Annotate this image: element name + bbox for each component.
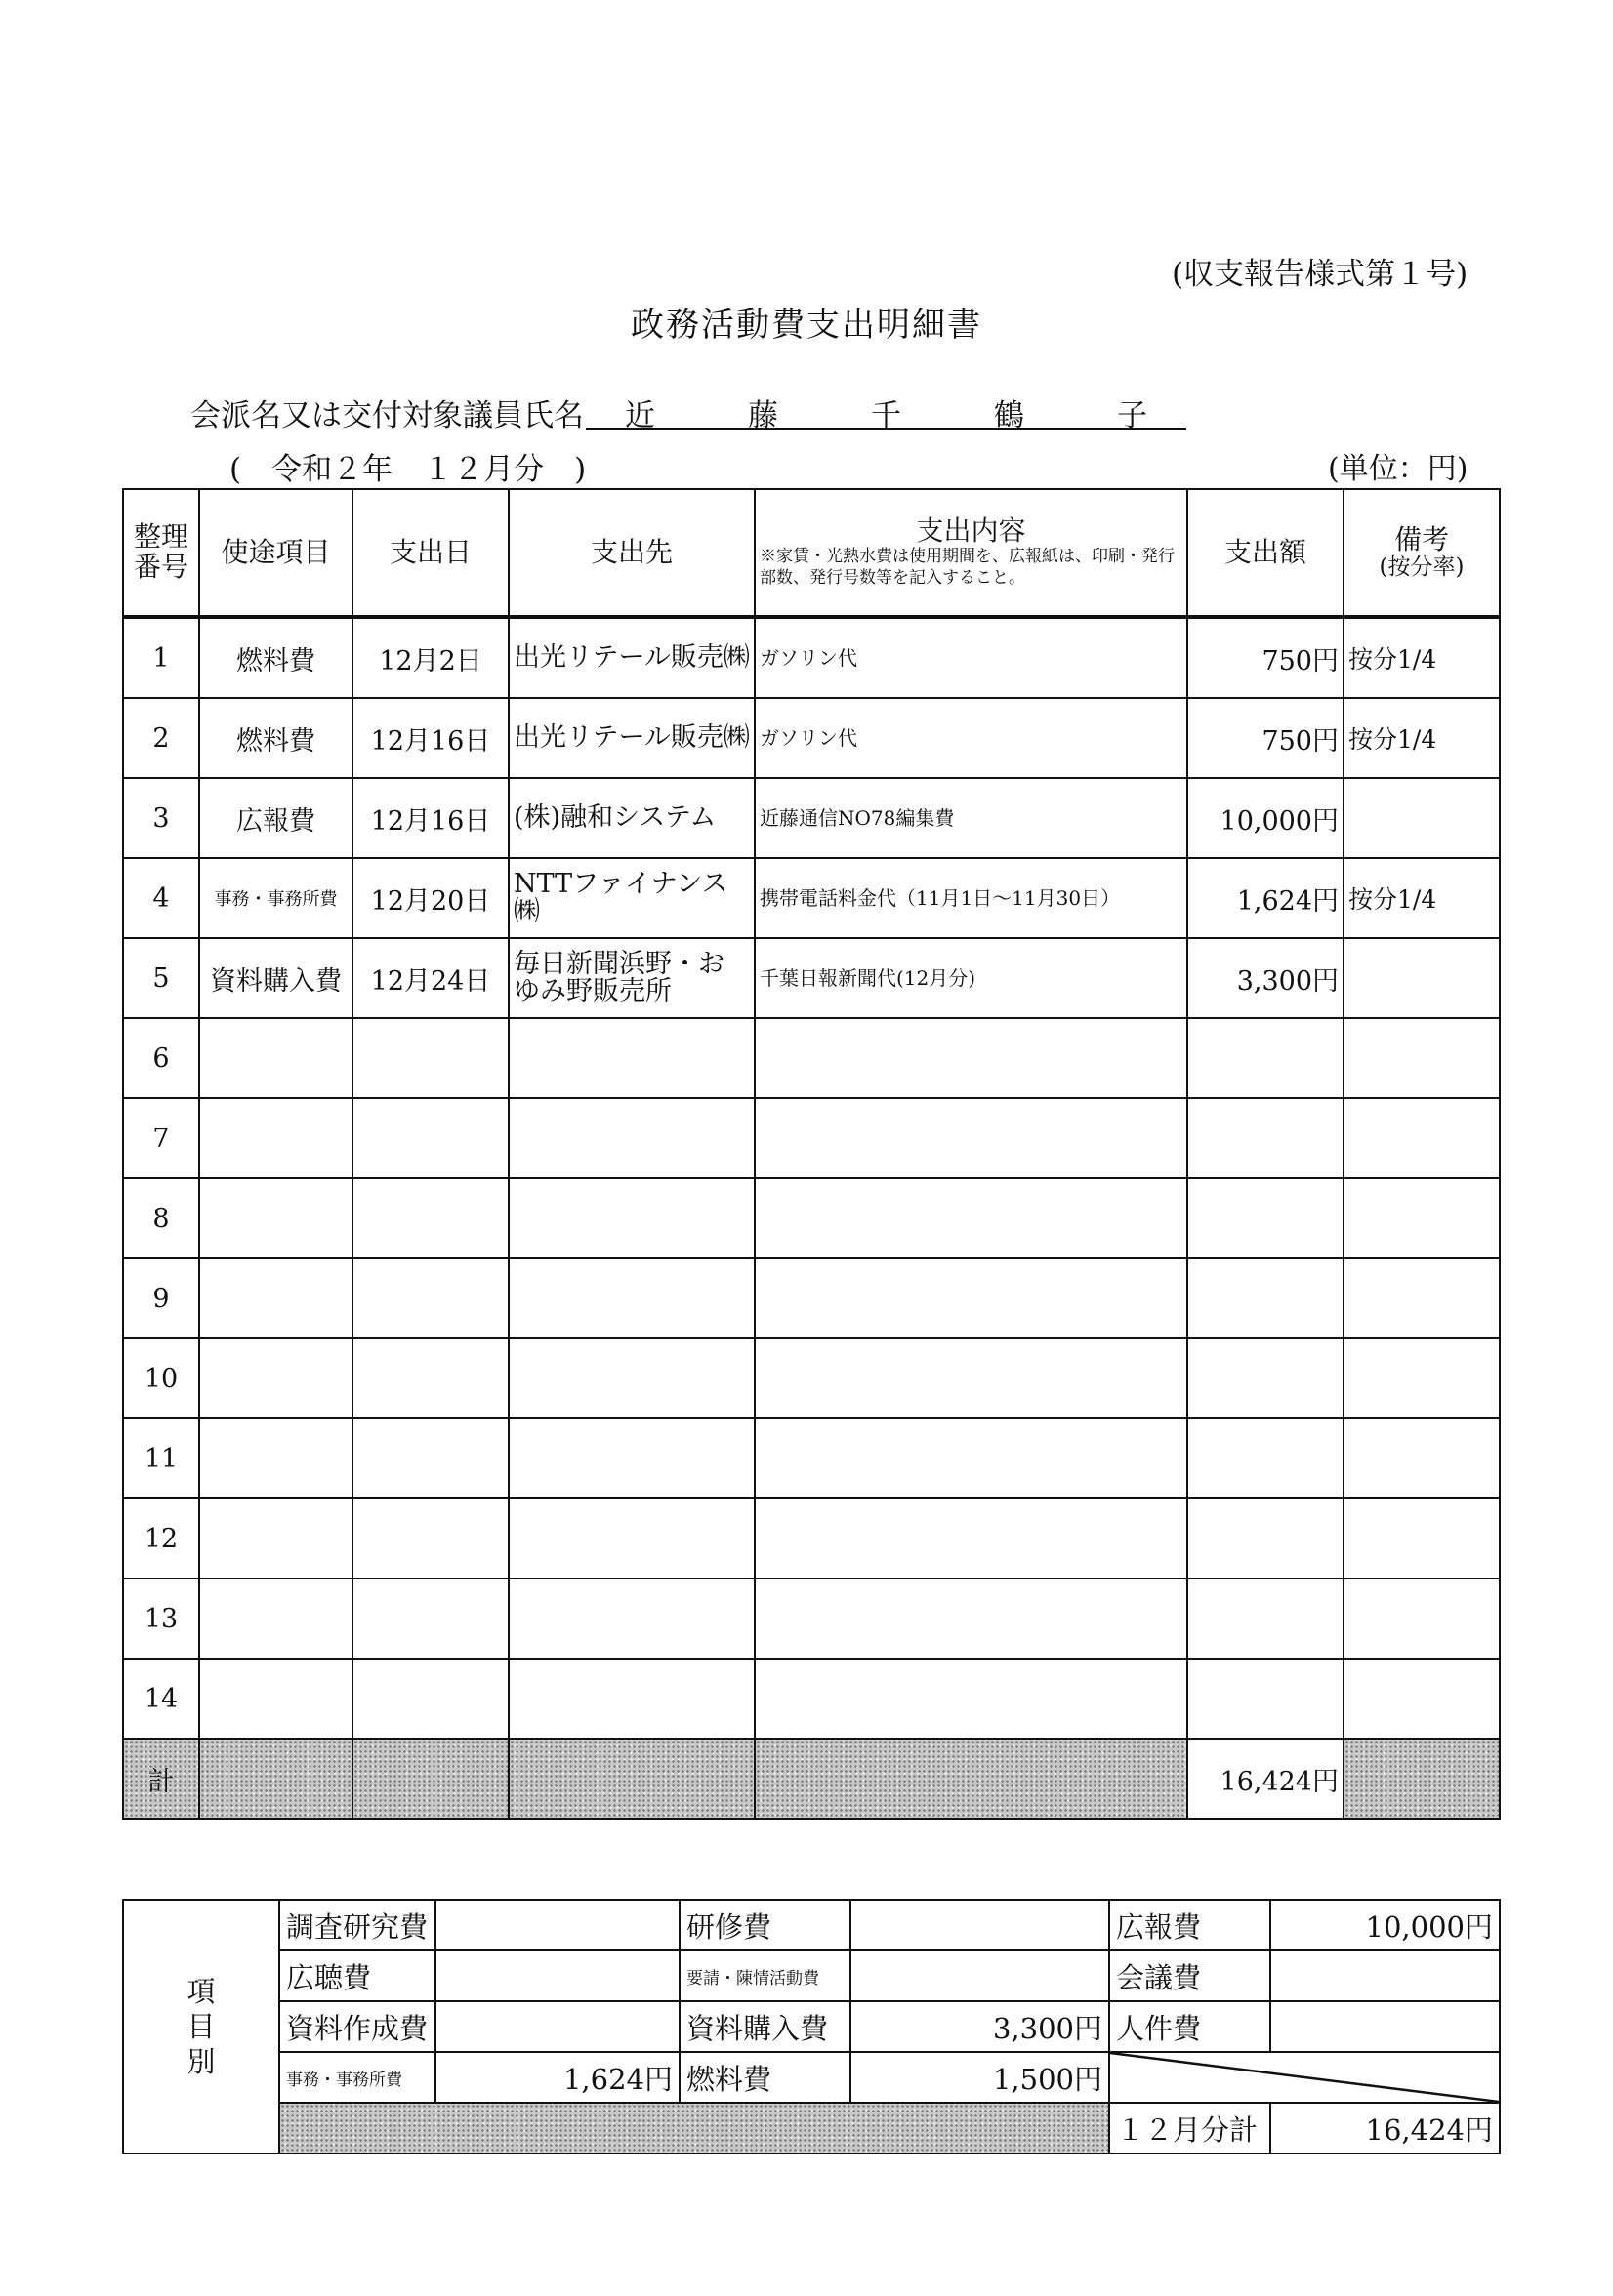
row-payee: 出光リテール販売㈱ <box>509 698 755 778</box>
row-detail: ガソリン代 <box>755 617 1187 698</box>
row-note <box>1344 1578 1500 1659</box>
member-name-char: 藤 <box>748 398 778 433</box>
row-note: 按分1/4 <box>1344 698 1500 778</box>
summary-personnel-label: 人件費 <box>1109 2001 1270 2052</box>
row-date: 12月16日 <box>352 698 509 778</box>
row-number: 12 <box>123 1498 199 1578</box>
summary-meeting-value <box>1270 1950 1500 2001</box>
row-date <box>352 1659 509 1739</box>
row-detail <box>755 1659 1187 1739</box>
row-detail <box>755 1258 1187 1338</box>
summary-training-value <box>850 1900 1109 1950</box>
row-item: 広報費 <box>199 778 352 858</box>
row-number: 14 <box>123 1659 199 1739</box>
summary-pr-label: 広報費 <box>1109 1900 1270 1950</box>
summary-materials-buy-label: 資料購入費 <box>680 2001 850 2052</box>
total-amount: 16,424円 <box>1187 1739 1344 1819</box>
row-date <box>352 1418 509 1498</box>
row-item <box>199 1178 352 1258</box>
summary-materials-buy-value: 3,300円 <box>850 2001 1109 2052</box>
row-note <box>1344 1098 1500 1178</box>
row-item: 資料購入費 <box>199 938 352 1018</box>
row-item <box>199 1098 352 1178</box>
row-date: 12月24日 <box>352 938 509 1018</box>
member-name-char: 子 <box>1117 398 1147 433</box>
table-row <box>123 778 1500 858</box>
summary-side-char: 項 <box>186 1974 216 2008</box>
member-name-char: 鶴 <box>994 398 1024 433</box>
summary-row <box>123 2001 1500 2052</box>
table-row <box>123 1178 1500 1258</box>
summary-materials-make-value <box>435 2001 680 2052</box>
total-shade <box>755 1739 1187 1819</box>
row-amount: 10,000円 <box>1187 778 1344 858</box>
row-number: 13 <box>123 1578 199 1659</box>
unit-label: (単位：円) <box>1328 452 1468 486</box>
row-amount <box>1187 1258 1344 1338</box>
row-number: 5 <box>123 938 199 1018</box>
row-payee <box>509 1018 755 1098</box>
table-row <box>123 1659 1500 1739</box>
document-title: 政務活動費支出明細書 <box>631 306 982 345</box>
header-remarks-title: 備考 <box>1393 522 1449 555</box>
row-note <box>1344 1498 1500 1578</box>
row-item <box>199 1498 352 1578</box>
row-item: 事務・事務所費 <box>199 858 352 938</box>
header-content <box>755 489 1187 617</box>
summary-training-label: 研修費 <box>680 1900 850 1950</box>
row-amount <box>1187 1418 1344 1498</box>
summary-table <box>122 1899 1501 2154</box>
row-payee: 毎日新聞浜野・おゆみ野販売所 <box>509 938 755 1018</box>
table-row <box>123 858 1500 938</box>
header-content-title: 支出内容 <box>916 514 1026 548</box>
row-date: 12月2日 <box>352 617 509 698</box>
row-item: 燃料費 <box>199 698 352 778</box>
row-detail <box>755 1178 1187 1258</box>
row-note <box>1344 1659 1500 1739</box>
table-row <box>123 617 1500 698</box>
row-number: 11 <box>123 1418 199 1498</box>
row-date <box>352 1018 509 1098</box>
row-detail <box>755 1498 1187 1578</box>
table-row <box>123 1418 1500 1498</box>
summary-personnel-value <box>1270 2001 1500 2052</box>
row-date <box>352 1578 509 1659</box>
row-note <box>1344 1258 1500 1338</box>
row-date: 12月16日 <box>352 778 509 858</box>
row-date <box>352 1098 509 1178</box>
summary-pr-value: 10,000円 <box>1270 1900 1500 1950</box>
row-date <box>352 1338 509 1418</box>
row-payee: 出光リテール販売㈱ <box>509 617 755 698</box>
row-amount <box>1187 1659 1344 1739</box>
header-payee: 支出先 <box>509 489 755 617</box>
header-item: 使途項目 <box>199 489 352 617</box>
row-amount: 750円 <box>1187 617 1344 698</box>
total-shade <box>509 1739 755 1819</box>
summary-office-label: 事務・事務所費 <box>279 2052 435 2103</box>
row-number: 4 <box>123 858 199 938</box>
row-detail <box>755 1578 1187 1659</box>
row-number: 1 <box>123 617 199 698</box>
summary-row <box>123 1900 1500 1950</box>
summary-row <box>123 1950 1500 2001</box>
row-number: 10 <box>123 1338 199 1418</box>
expense-table <box>122 488 1501 1820</box>
summary-materials-make-label: 資料作成費 <box>279 2001 435 2052</box>
summary-meeting-label: 会議費 <box>1109 1950 1270 2001</box>
total-shade <box>1344 1739 1500 1819</box>
row-detail: ガソリン代 <box>755 698 1187 778</box>
table-row <box>123 1498 1500 1578</box>
summary-shade <box>279 2103 1109 2153</box>
row-note <box>1344 778 1500 858</box>
form-number: (収支報告様式第１号) <box>1172 257 1468 292</box>
table-row <box>123 1018 1500 1098</box>
summary-month-total-label: １２月分計 <box>1109 2103 1270 2153</box>
table-row <box>123 1338 1500 1418</box>
table-row <box>123 1098 1500 1178</box>
row-detail: 携帯電話料金代（11月1日～11月30日） <box>755 858 1187 938</box>
row-number: 8 <box>123 1178 199 1258</box>
header-content-note: ※家賃・光熱水費は使用期間を、広報紙は、印刷・発行部数、発行号数等を記入すること。 <box>760 547 1175 588</box>
row-note: 按分1/4 <box>1344 858 1500 938</box>
row-date <box>352 1498 509 1578</box>
header-remarks-sub: (按分率) <box>1379 554 1465 580</box>
summary-side-char: 別 <box>186 2045 216 2079</box>
row-number: 6 <box>123 1018 199 1098</box>
period: ( 令和２年 １２月分 ) <box>229 452 587 487</box>
table-row <box>123 938 1500 1018</box>
row-amount <box>1187 1338 1344 1418</box>
row-note <box>1344 1338 1500 1418</box>
row-payee: (株)融和システム <box>509 778 755 858</box>
row-payee <box>509 1338 755 1418</box>
summary-row <box>123 2103 1500 2153</box>
row-note <box>1344 938 1500 1018</box>
summary-fuel-value: 1,500円 <box>850 2052 1109 2103</box>
summary-diagonal-cell <box>1109 2052 1500 2103</box>
row-payee: NTTファイナンス㈱ <box>509 858 755 938</box>
total-shade <box>352 1739 509 1819</box>
row-number: 7 <box>123 1098 199 1178</box>
summary-month-total-value: 16,424円 <box>1270 2103 1500 2153</box>
total-shade <box>199 1739 352 1819</box>
total-label: 計 <box>123 1739 199 1819</box>
summary-hearing-label: 広聴費 <box>279 1950 435 2001</box>
row-amount: 750円 <box>1187 698 1344 778</box>
row-detail: 近藤通信NO78編集費 <box>755 778 1187 858</box>
member-label: 会派名又は交付対象議員氏名 <box>190 398 584 433</box>
table-header-row <box>123 489 1500 617</box>
row-item <box>199 1258 352 1338</box>
row-amount: 1,624円 <box>1187 858 1344 938</box>
row-amount <box>1187 1018 1344 1098</box>
summary-side-char: 目 <box>186 2009 216 2043</box>
row-amount <box>1187 1178 1344 1258</box>
row-number: 9 <box>123 1258 199 1338</box>
table-row <box>123 1578 1500 1659</box>
summary-hearing-value <box>435 1950 680 2001</box>
row-amount <box>1187 1578 1344 1659</box>
row-amount <box>1187 1098 1344 1178</box>
row-note <box>1344 1178 1500 1258</box>
row-payee <box>509 1498 755 1578</box>
header-number: 整理番号 <box>123 489 199 617</box>
row-note: 按分1/4 <box>1344 617 1500 698</box>
row-note <box>1344 1418 1500 1498</box>
row-date <box>352 1178 509 1258</box>
summary-office-value: 1,624円 <box>435 2052 680 2103</box>
row-item <box>199 1418 352 1498</box>
member-name <box>586 390 1186 433</box>
row-date <box>352 1258 509 1338</box>
row-detail <box>755 1418 1187 1498</box>
row-number: 2 <box>123 698 199 778</box>
summary-research-label: 調査研究費 <box>279 1900 435 1950</box>
row-date: 12月20日 <box>352 858 509 938</box>
row-detail: 千葉日報新聞代(12月分) <box>755 938 1187 1018</box>
member-name-char: 千 <box>871 398 901 433</box>
row-payee <box>509 1659 755 1739</box>
row-item <box>199 1018 352 1098</box>
row-amount: 3,300円 <box>1187 938 1344 1018</box>
row-payee <box>509 1098 755 1178</box>
row-payee <box>509 1258 755 1338</box>
summary-research-value <box>435 1900 680 1950</box>
row-amount <box>1187 1498 1344 1578</box>
summary-fuel-label: 燃料費 <box>680 2052 850 2103</box>
row-detail <box>755 1338 1187 1418</box>
row-item <box>199 1338 352 1418</box>
row-item: 燃料費 <box>199 617 352 698</box>
row-number: 3 <box>123 778 199 858</box>
header-remarks <box>1344 489 1500 617</box>
member-name-char: 近 <box>625 398 655 433</box>
row-payee <box>509 1418 755 1498</box>
table-row <box>123 698 1500 778</box>
summary-side-label <box>123 1900 279 2153</box>
row-note <box>1344 1018 1500 1098</box>
summary-petition-label: 要請・陳情活動費 <box>680 1950 850 2001</box>
header-date: 支出日 <box>352 489 509 617</box>
row-detail <box>755 1098 1187 1178</box>
table-row <box>123 1258 1500 1338</box>
summary-petition-value <box>850 1950 1109 2001</box>
row-item <box>199 1578 352 1659</box>
total-row <box>123 1739 1500 1819</box>
row-detail <box>755 1018 1187 1098</box>
summary-row <box>123 2052 1500 2103</box>
row-payee <box>509 1178 755 1258</box>
row-payee <box>509 1578 755 1659</box>
header-amount: 支出額 <box>1187 489 1344 617</box>
row-item <box>199 1659 352 1739</box>
